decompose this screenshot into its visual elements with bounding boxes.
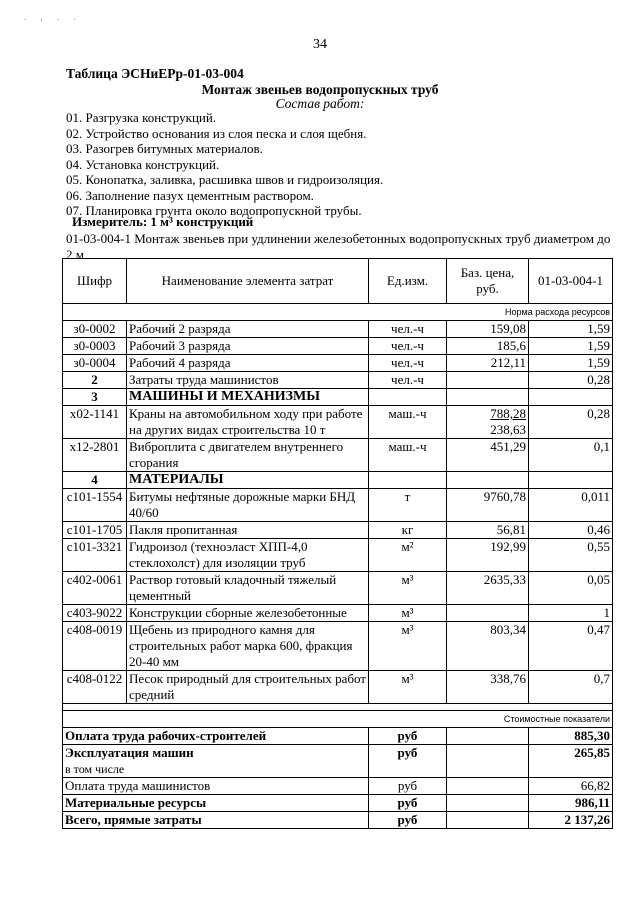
price-secondary: 238,63 [490,422,526,437]
cell-rate: 1,59 [529,321,613,338]
cell-price: 803,34 [447,622,529,671]
cell-unit: кг [369,522,447,539]
header-code: Шифр [63,259,127,304]
cell-name: Рабочий 3 разряда [127,338,369,355]
cell-unit: м³ [369,671,447,704]
cell-price: 9760,78 [447,489,529,522]
cell-code: 2 [63,372,127,389]
table-row [63,372,613,389]
section-code: 3 [63,389,127,406]
cost-name: в том числе [63,761,369,778]
table-row [63,439,613,472]
cell-code: з0-0003 [63,338,127,355]
cell-name: Рабочий 2 разряда [127,321,369,338]
cell-code: с408-0019 [63,622,127,671]
cell-rate: 1,59 [529,338,613,355]
cell-unit: м² [369,539,447,572]
cell-unit: чел.-ч [369,355,447,372]
table-row [63,406,613,439]
cell-rate: 0,05 [529,572,613,605]
section-row [63,389,613,406]
work-step: 02. Устройство основания из слоя песка и слоя щебня. [66,125,367,141]
table-row [63,338,613,355]
cell-code: с101-1554 [63,489,127,522]
table-row [63,539,613,572]
cell-rate: 1 [529,605,613,622]
cell-price: 212,11 [447,355,529,372]
cost-value: 265,85 [529,745,613,762]
cell-rate: 0,46 [529,522,613,539]
cell-price: 338,76 [447,671,529,704]
cost-unit: руб [369,812,447,829]
cell-rate: 0,011 [529,489,613,522]
cost-unit: руб [369,728,447,745]
cell-rate: 0,55 [529,539,613,572]
cost-unit: руб [369,745,447,762]
cost-unit: руб [369,778,447,795]
section-heading: Монтаж звеньев водопропускных труб [201,82,439,97]
cell-rate: 0,1 [529,439,613,472]
cell-name: Битумы нефтяные дорожные марки БНД 40/60 [127,489,369,522]
cost-row [63,778,613,795]
cell-price [447,406,529,439]
cost-value: 66,82 [529,778,613,795]
section-subheading: Состав работ: [275,96,365,111]
cell-rate: 0,7 [529,671,613,704]
cell-price: 451,29 [447,439,529,472]
cell-name: Конструкции сборные железобетонные [127,605,369,622]
spacer-row [63,704,613,711]
table-row [63,522,613,539]
norm-label: Норма расхода ресурсов [63,304,613,321]
cost-row [63,795,613,812]
work-step: 05. Конопатка, заливка, расшивка швов и гидроизоляция. [66,172,384,187]
measure-unit: Измеритель: 1 м³ конструкций [72,214,254,229]
cell-code: с403-9022 [63,605,127,622]
table-row [63,605,613,622]
cell-name: Песок природный для строительных работ средний [127,671,369,704]
table-row [63,355,613,372]
cost-value: 885,30 [529,728,613,745]
cost-value: 986,11 [529,795,613,812]
cost-name: Всего, прямые затраты [63,812,369,829]
table-header [63,259,613,304]
cell-name: Виброплита с двигателем внутреннего сгорания [127,439,369,472]
cell-rate: 0,28 [529,372,613,389]
cell-unit: чел.-ч [369,321,447,338]
cell-unit: м³ [369,605,447,622]
table-row [63,321,613,338]
cost-label: Стоимостные показатели [63,711,613,728]
cell-code: х12-2801 [63,439,127,472]
cost-name: Оплата труда рабочих-строителей [63,728,369,745]
work-step: 03. Разогрев битумных материалов. [66,141,263,156]
section-code: 4 [63,472,127,489]
cost-row [63,812,613,829]
cell-unit: т [369,489,447,522]
work-step: 06. Заполнение пазух цементным раствором. [66,187,314,203]
cell-code: з0-0004 [63,355,127,372]
header-name: Наименование элемента затрат [127,259,369,304]
cell-code: х02-1141 [63,406,127,439]
cell-name: Гидроизол (техноэласт ХПП-4,0 стеклохолст) для изоляции труб [127,539,369,572]
work-step: 04. Установка конструкций. [66,156,220,172]
work-step: 01. Разгрузка конструкций. [66,110,217,125]
cell-price: 56,81 [447,522,529,539]
cost-row [63,761,613,778]
cell-price: 2635,33 [447,572,529,605]
cell-unit: м³ [369,572,447,605]
corner-marks: . , . . [24,12,82,22]
price-primary: 788,28 [490,406,526,421]
cell-rate: 0,28 [529,406,613,439]
cost-unit: руб [369,795,447,812]
table-row [63,671,613,704]
cell-price [447,605,529,622]
cell-unit: маш.-ч [369,439,447,472]
work-steps-list [66,110,383,219]
cell-code: с101-3321 [63,539,127,572]
cell-name: Краны на автомобильном ходу при работе на других видах строительства 10 т [127,406,369,439]
cell-name: Раствор готовый кладочный тяжелый цементный [127,572,369,605]
cell-code: с402-0061 [63,572,127,605]
table-row [63,622,613,671]
cell-code: с101-1705 [63,522,127,539]
cell-price: 192,99 [447,539,529,572]
table-title: Таблица ЭСНиЕРр-01-03-004 [66,66,244,81]
cell-price: 159,08 [447,321,529,338]
section-row [63,472,613,489]
work-step: 07. Планировка грунта около водопропускной трубы. [66,203,362,218]
cell-price: 185,6 [447,338,529,355]
cost-row [63,728,613,745]
cell-name: Пакля пропитанная [127,522,369,539]
cell-rate: 1,59 [529,355,613,372]
section-title: МАТЕРИАЛЫ [127,472,369,489]
cost-name: Материальные ресурсы [63,795,369,812]
cell-code: з0-0002 [63,321,127,338]
cell-unit: м³ [369,622,447,671]
cell-code: с408-0122 [63,671,127,704]
table-row [63,489,613,522]
cell-name: Рабочий 4 разряда [127,355,369,372]
cost-name: Оплата труда машинистов [63,778,369,795]
rate-description: 01-03-004-1 Монтаж звеньев при удлинении железобетонных водопропускных труб диаметром до 2 м [66,231,611,262]
cost-label-row [63,711,613,728]
cell-price [447,372,529,389]
header-rate: 01-03-004-1 [529,259,613,304]
cell-unit: чел.-ч [369,338,447,355]
cost-name: Эксплуатация машин [63,745,369,762]
resource-table [62,258,613,829]
cost-row [63,745,613,762]
header-unit: Ед.изм. [369,259,447,304]
cell-name: Затраты труда машинистов [127,372,369,389]
cell-unit: маш.-ч [369,406,447,439]
header-price: Баз. цена, руб. [447,259,529,304]
cell-name: Щебень из природного камня для строительных работ марка 600, фракция 20-40 мм [127,622,369,671]
table-row [63,572,613,605]
cost-value: 2 137,26 [529,812,613,829]
section-title: МАШИНЫ И МЕХАНИЗМЫ [127,389,369,406]
page-number: 34 [313,37,327,52]
cell-unit: чел.-ч [369,372,447,389]
norm-label-row [63,304,613,321]
cell-rate: 0,47 [529,622,613,671]
